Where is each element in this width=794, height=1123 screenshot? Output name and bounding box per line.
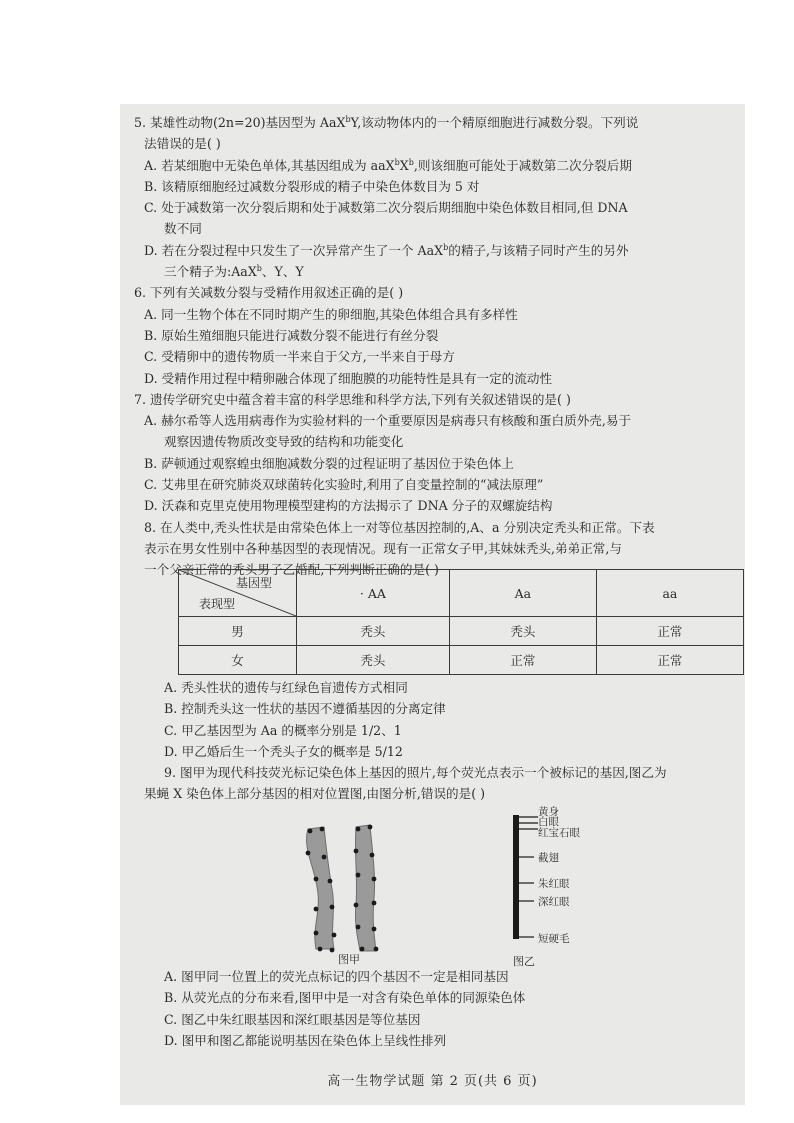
gene-label: 短硬毛 xyxy=(538,933,570,945)
table-cell: 正常 xyxy=(596,617,743,646)
table-cell: 秃头 xyxy=(449,617,596,646)
table-cell: 正常 xyxy=(596,646,743,675)
corner-phenotype-label: 表现型 xyxy=(199,597,236,611)
q9-option-d: D. 图甲和图乙都能说明基因在染色体上呈线性排列 xyxy=(164,1032,447,1048)
table-row xyxy=(179,646,744,675)
q9-stem-line2: 果蝇 X 染色体上部分基因的相对位置图,由图分析,错误的是( ) xyxy=(144,786,486,802)
q8-option-c: C. 甲乙基因型为 Aa 的概率分别是 1/2、1 xyxy=(164,722,402,738)
gene-label: 黄身 xyxy=(538,806,559,818)
row-label: 男 xyxy=(179,617,297,646)
q5-stem-line2: 法错误的是( ) xyxy=(144,136,221,152)
q6-option-d: D. 受精作用过程中精卵融合体现了细胞膜的功能特性是具有一定的流动性 xyxy=(144,370,553,386)
q8-stem-line1: 8. 在人类中,秃头性状是由常染色体上一对等位基因控制的,A、a 分别决定秃头和正常。下表 xyxy=(144,519,655,535)
q8-option-d: D. 甲乙婚后生一个秃头子女的概率是 5/12 xyxy=(164,743,403,759)
row-label: 女 xyxy=(179,646,297,675)
table-row xyxy=(179,617,744,646)
table-cell: 秃头 xyxy=(297,646,450,675)
table-cell: 秃头 xyxy=(297,617,450,646)
q5-stem-line1: 5. 某雄性动物(2n=20)基因型为 AaX$^b$Y,该动物体内的一个精原细胞进行减数分裂。下列说 xyxy=(134,114,639,130)
q5-option-d-cont: 三个精子为:AaX$^b$、Y、Y xyxy=(164,263,304,280)
q8-stem-line2: 表示在男女性别中各种基因型的表现情况。现有一正常女子甲,其妹妹秃头,弟弟正常,与 xyxy=(144,540,622,556)
q5-option-c: C. 处于减数第一次分裂后期和处于减数第二次分裂后期细胞中染色体数目相同,但 DNA xyxy=(144,200,628,216)
q9-option-b: B. 从荧光点的分布来看,图甲中是一对含有染色单体的同源染色体 xyxy=(164,990,526,1006)
q9-options xyxy=(134,966,734,1051)
q6-option-b: B. 原始生殖细胞只能进行减数分裂不能进行有丝分裂 xyxy=(144,327,439,343)
figure-b-caption: 图乙 xyxy=(513,955,535,968)
figure-a-caption: 图甲 xyxy=(338,953,360,966)
q8-stem-line3: 一个父亲正常的秃头男子乙婚配,下列判断正确的是( ) xyxy=(144,562,439,578)
q7-option-a: A. 赫尔希等人选用病毒作为实验材料的一个重要原因是病毒只有核酸和蛋白质外壳,易于 xyxy=(144,413,632,429)
q9-option-a: A. 图甲同一位置上的荧光点标记的四个基因不一定是相同基因 xyxy=(164,969,509,984)
q5-option-d: D. 若在分裂过程中只发生了一次异常产生了一个 AaX$^b$的精子,与该精子同时产生的另外 xyxy=(144,242,629,258)
q5-option-a: A. 若某细胞中无染色单体,其基因组成为 $aaX^bX^b$,则该细胞可能处于减数第二次分裂后期 xyxy=(144,157,632,173)
q7-option-b: B. 萨顿通过观察蝗虫细胞减数分裂的过程证明了基因位于染色体上 xyxy=(144,455,514,471)
column-header: Aa xyxy=(449,570,596,617)
gene-label: 红宝石眼 xyxy=(538,827,580,839)
q9-figures xyxy=(120,806,745,969)
q7-option-a-cont: 观察因遗传物质改变导致的结构和功能变化 xyxy=(164,434,404,450)
question-text-lower xyxy=(134,677,734,805)
gene-label: 截翅 xyxy=(538,852,559,864)
question-text xyxy=(134,112,734,581)
q6-stem: 6. 下列有关减数分裂与受精作用叙述正确的是( ) xyxy=(134,285,404,301)
q7-stem: 7. 遗传学研究史中蕴含着丰富的科学思维和科学方法,下列有关叙述错误的是( ) xyxy=(134,391,571,407)
page-footer: 高一生物学试题 第 2 页(共 6 页) xyxy=(327,1074,538,1089)
gene-label: 白眼 xyxy=(538,816,559,828)
x-chromosome-map xyxy=(513,815,538,939)
q8-option-a: A. 秃头性状的遗传与红绿色盲遗传方式相同 xyxy=(164,680,408,695)
q6-option-c: C. 受精卵中的遗传物质一半来自于父方,一半来自于母方 xyxy=(144,349,455,365)
column-header: · AA xyxy=(297,570,450,617)
q6-option-a: A. 同一生物个体在不同时期产生的卵细胞,其染色体组合具有多样性 xyxy=(144,306,518,322)
corner-genotype-label: 基因型 xyxy=(235,576,272,590)
column-header: aa xyxy=(596,570,743,617)
gene-label: 深红眼 xyxy=(538,896,570,908)
genotype-table xyxy=(178,569,744,675)
chromosome-left xyxy=(306,827,337,953)
q7-option-d: D. 沃森和克里克使用物理模型建构的方法揭示了 DNA 分子的双螺旋结构 xyxy=(144,498,553,514)
q5-option-b: B. 该精原细胞经过减数分裂形成的精子中染色体数目为 5 对 xyxy=(144,178,480,194)
figure-graphics xyxy=(120,809,745,969)
q5-option-c-cont: 数不同 xyxy=(164,221,202,237)
q9-option-c: C. 图乙中朱红眼基因和深红眼基因是等位基因 xyxy=(164,1011,421,1027)
q9-stem-line1: 9. 图甲为现代科技荧光标记染色体上基因的照片,每个荧光点表示一个被标记的基因,图乙为 xyxy=(164,765,667,781)
q7-option-c: C. 艾弗里在研究肺炎双球菌转化实验时,利用了自变量控制的“减法原理” xyxy=(144,477,544,493)
q8-option-b: B. 控制秃头这一性状的基因不遵循基因的分离定律 xyxy=(164,701,446,717)
table-cell: 正常 xyxy=(449,646,596,675)
table-corner-cell xyxy=(179,570,297,617)
chromosome-right xyxy=(354,825,379,952)
exam-page xyxy=(120,104,745,1105)
gene-label: 朱红眼 xyxy=(538,878,570,890)
